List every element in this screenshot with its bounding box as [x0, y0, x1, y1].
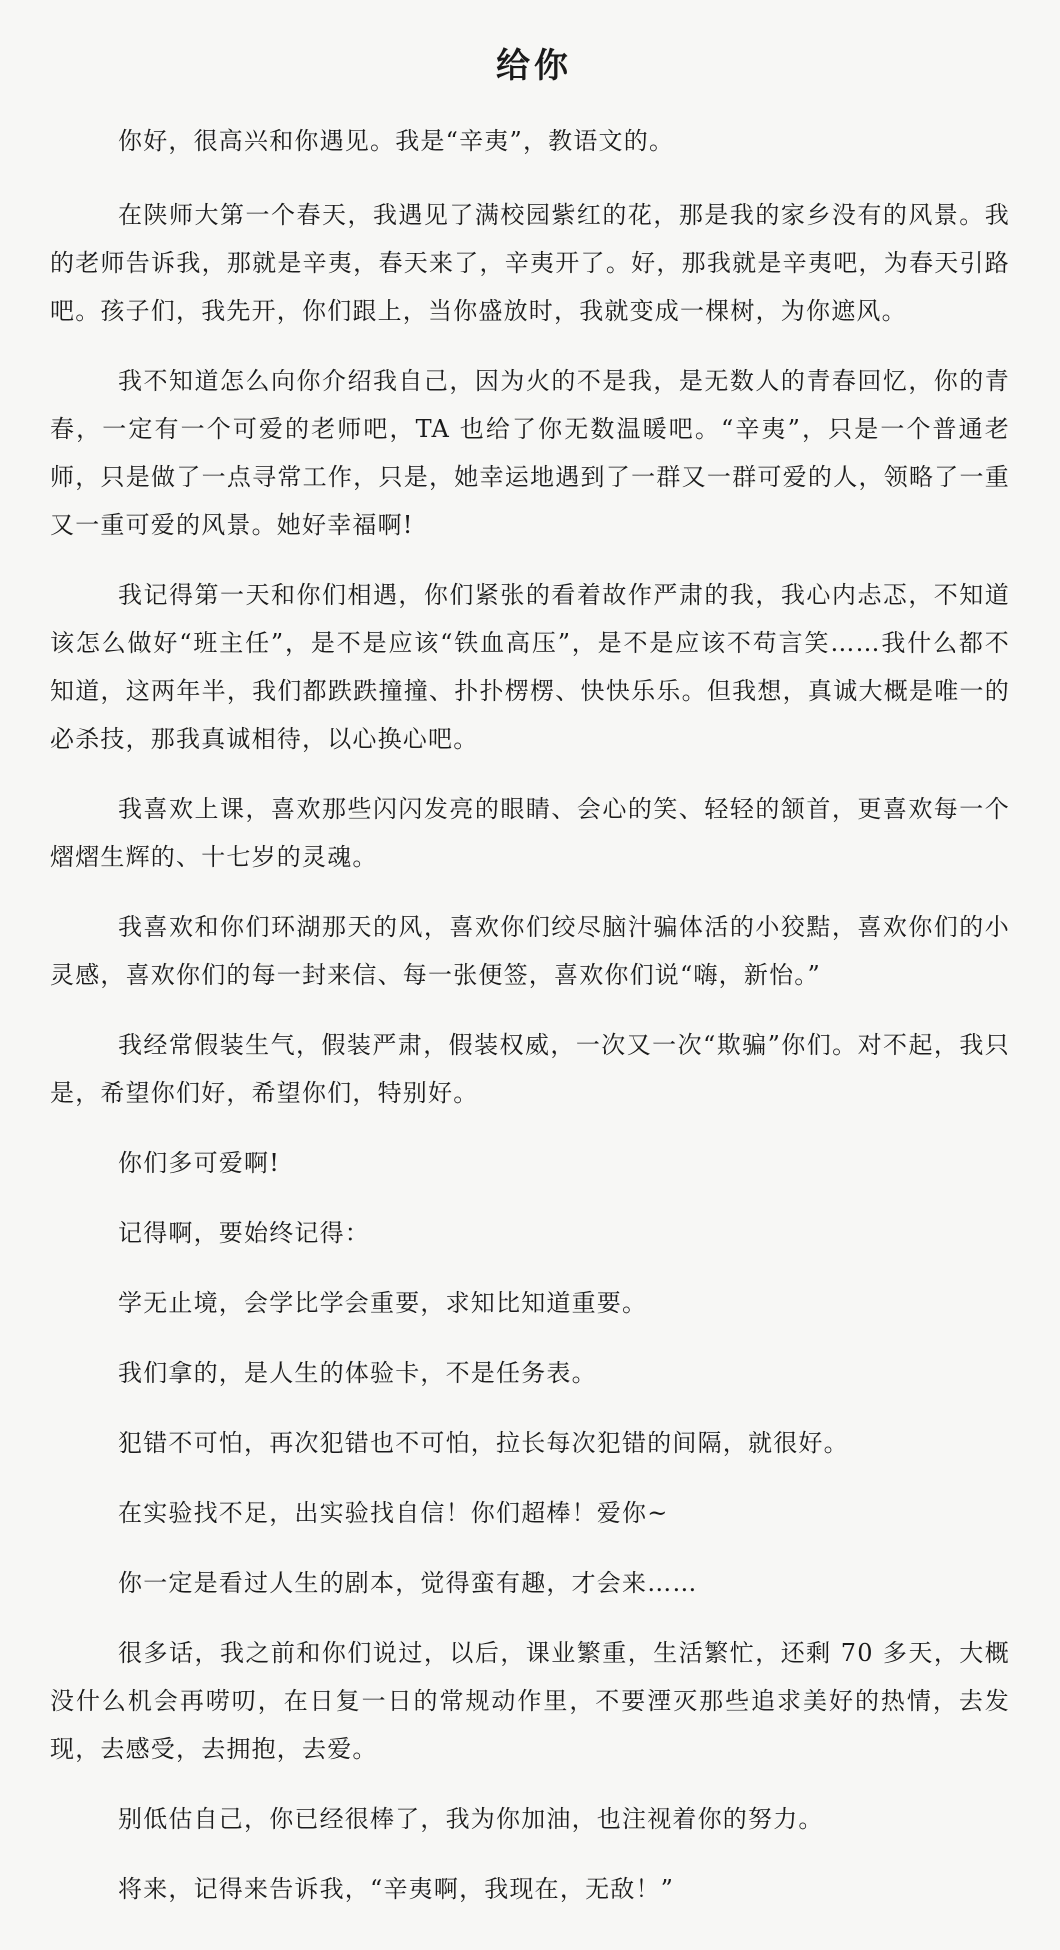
paragraph-10: 学无止境，会学比学会重要，求知比知道重要。 — [118, 1289, 648, 1317]
paragraph-16: 别低估自己，你已经很棒了，我为你加油，也注视着你的努力。 — [118, 1805, 824, 1833]
paragraph-1: 你好，很高兴和你遇见。我是“辛夷”，教语文的。 — [118, 127, 675, 155]
paragraph-8: 你们多可爱啊! — [118, 1149, 281, 1177]
paragraph-4: 我记得第一天和你们相遇，你们紧张的看着故作严肃的我，我心内忐忑，不知道该怎么做好“班主任”，是不是应该“铁血高压”，是不是应该不苟言笑……我什么都不知道，这两年半，我们都跌跌撞撞、扑扑楞楞、快快乐乐。但我想，真诚大概是唯一的必杀技，那我真诚相待，以心换心吧。 — [50, 581, 1010, 753]
paragraph-7: 我经常假装生气，假装严肃，假装权威，一次又一次“欺骗”你们。对不起，我只是，希望你们好，希望你们，特别好。 — [50, 1031, 1010, 1107]
paragraph-2: 在陕师大第一个春天，我遇见了满校园紫红的花，那是我的家乡没有的风景。我的老师告诉我，那就是辛夷，春天来了，辛夷开了。好，那我就是辛夷吧，为春天引路吧。孩子们，我先开，你们跟上，当你盛放时，我就变成一棵树，为你遮风。 — [50, 201, 1010, 325]
paragraph-13: 在实验找不足，出实验找自信！你们超棒！爱你~ — [118, 1499, 669, 1527]
paragraph-3: 我不知道怎么向你介绍我自己，因为火的不是我，是无数人的青春回忆，你的青春，一定有一个可爱的老师吧，TA 也给了你无数温暖吧。“辛夷”，只是一个普通老师，只是做了一点寻常工作，只是，她幸运地遇到了一群又一群可爱的人，领略了一重又一重可爱的风景。她好幸福啊! — [50, 367, 1010, 539]
paragraph-12: 犯错不可怕，再次犯错也不可怕，拉长每次犯错的间隔，就很好。 — [118, 1429, 849, 1457]
paragraph-11: 我们拿的，是人生的体验卡，不是任务表。 — [118, 1359, 597, 1387]
paragraph-6: 我喜欢和你们环湖那天的风，喜欢你们绞尽脑汁骗体活的小狡黠，喜欢你们的小灵感，喜欢你们的每一封来信、每一张便签，喜欢你们说“嗨，新怡。” — [50, 913, 1010, 989]
paragraph-17: 将来，记得来告诉我，“辛夷啊，我现在，无敌！” — [118, 1875, 675, 1903]
paragraph-5: 我喜欢上课，喜欢那些闪闪发亮的眼睛、会心的笑、轻轻的颔首，更喜欢每一个熠熠生辉的、十七岁的灵魂。 — [50, 795, 1010, 871]
paragraph-14: 你一定是看过人生的剧本，觉得蛮有趣，才会来…… — [118, 1569, 698, 1597]
page-title: 给你 — [496, 46, 572, 86]
paragraph-9: 记得啊，要始终记得： — [118, 1219, 370, 1247]
paragraph-15: 很多话，我之前和你们说过，以后，课业繁重，生活繁忙，还剩 70 多天，大概没什么机会再唠叨，在日复一日的常规动作里，不要湮灭那些追求美好的热情，去发现，去感受，去拥抱，去爱。 — [50, 1639, 1010, 1763]
